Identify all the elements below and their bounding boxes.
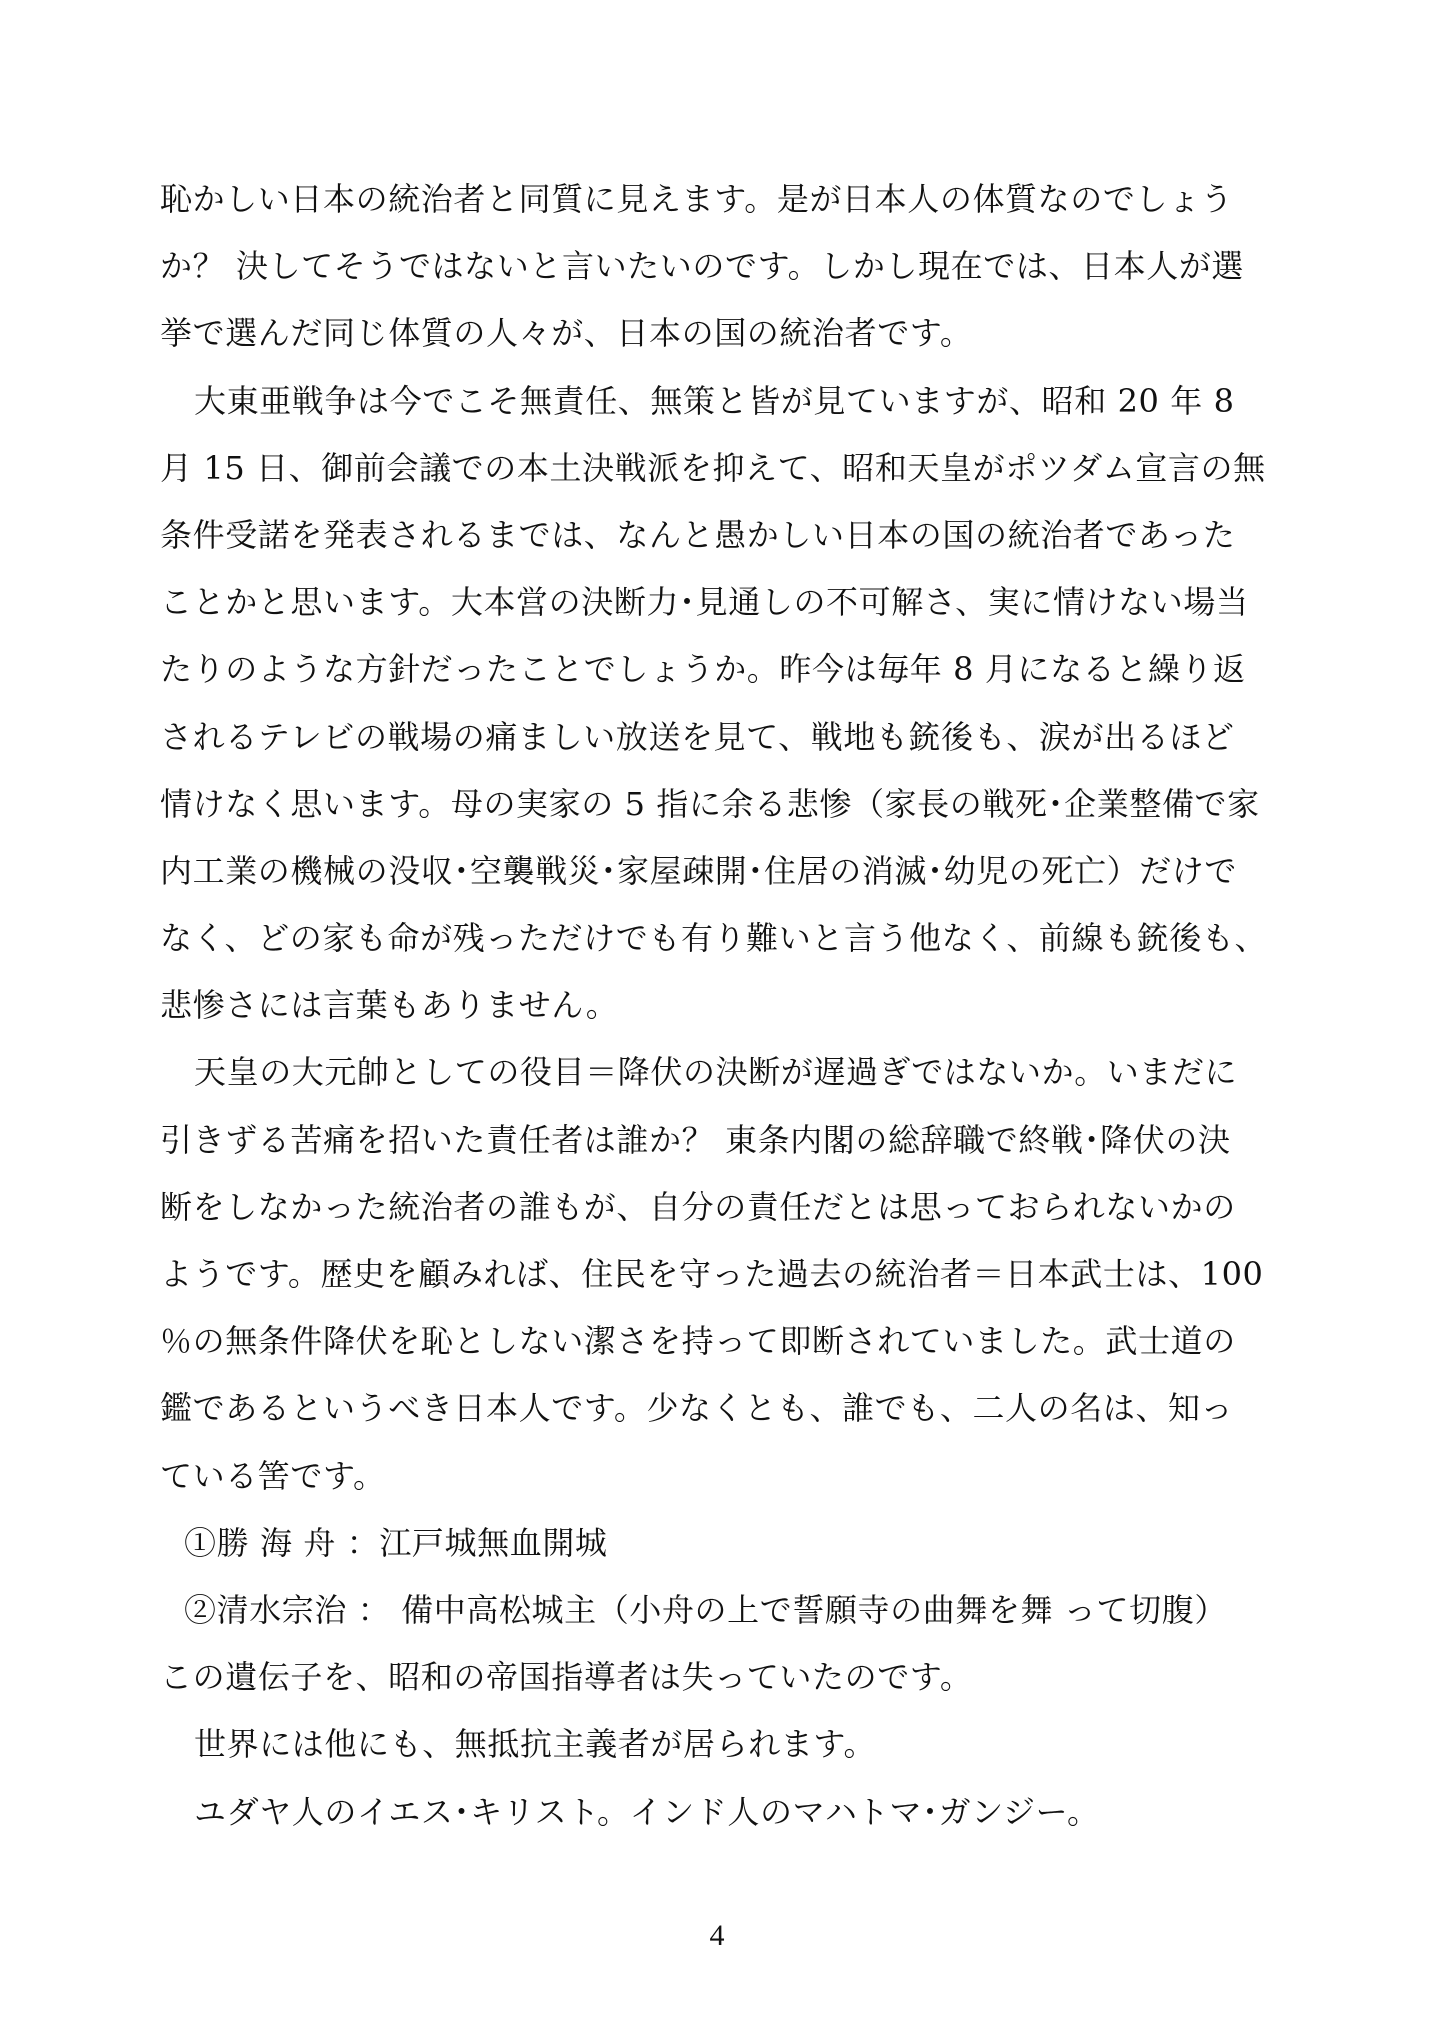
text-line: か？ 決してそうではないと言いたいのです。しかし現在では、日本人が選 [160, 247, 1245, 286]
text-line: たりのような方針だったことでしょうか。昨今は毎年 8 月になると繰り返 [160, 650, 1246, 689]
text-line: ている筈です。 [160, 1456, 386, 1495]
text-line: 挙で選んだ同じ体質の人々が、日本の国の統治者です。 [160, 314, 973, 353]
text-line: なく、どの家も命が残っただけでも有り難いと言う他なく、前線も銃後も、 [160, 919, 1268, 958]
text-line: 内工業の機械の没収･空襲戦災･家屋疎開･住居の消滅･幼児の死亡）だけで [160, 851, 1238, 890]
text-line: 断をしなかった統治者の誰もが、自分の責任だとは思っておられないかの [160, 1187, 1236, 1226]
list-item-2: ②清水宗治 ： 備中高松城主（小舟の上で誓願寺の曲舞を舞 って切腹） [184, 1590, 1227, 1629]
text-line: 条件受諾を発表されるまでは、なんと愚かしい日本の国の統治者であった [160, 515, 1236, 554]
text-line: ことかと思います。大本営の決断力･見通しの不可解さ、実に情けない場当 [160, 583, 1249, 622]
paragraph-start-line: 天皇の大元帥としての役目＝降伏の決断が遅過ぎではないか。いまだに [194, 1053, 1238, 1092]
page-number: 4 [709, 1919, 725, 1952]
list-item-1: ①勝 海 舟 ：江戸城無血開城 [184, 1523, 608, 1562]
text-line: ％の無条件降伏を恥としない潔さを持って即断されていました。武士道の [160, 1322, 1236, 1361]
text-line: されるテレビの戦場の痛ましい放送を見て、戦地も銃後も、涙が出るほど [160, 717, 1235, 756]
text-line: ようです。歴史を顧みれば、住民を守った過去の統治者＝日本武士は、100 [160, 1255, 1264, 1293]
text-line: 鑑であるというべき日本人です。少なくとも、誰でも、二人の名は、知っ [160, 1389, 1234, 1428]
text-line: 悲惨さには言葉もありません。 [160, 986, 619, 1025]
body-text [160, 166, 1280, 1846]
paragraph-start-line: ユダヤ人のイエス･キリスト。インド人のマハトマ･ガンジー。 [194, 1792, 1100, 1831]
paragraph-start-line: 大東亜戦争は今でこそ無責任、無策と皆が見ていますが、昭和 20 年 8 [194, 381, 1235, 420]
text-line: 月 15 日、御前会議での本土決戦派を抑えて、昭和天皇がポツダム宣言の無 [160, 448, 1266, 487]
text-line: 恥かしい日本の統治者と同質に見えます。是が日本人の体質なのでしょう [160, 180, 1234, 218]
text-line: 引きずる苦痛を招いた責任者は誰か？ 東条内閣の総辞職で終戦･降伏の決 [160, 1120, 1231, 1159]
text-line: 情けなく思います。母の実家の 5 指に余る悲惨（家長の戦死･企業整備で家 [160, 784, 1260, 823]
text-line: この遺伝子を、昭和の帝国指導者は失っていたのです。 [160, 1658, 973, 1697]
paragraph-start-line: 世界には他にも、無抵抗主義者が居られます。 [194, 1725, 877, 1764]
